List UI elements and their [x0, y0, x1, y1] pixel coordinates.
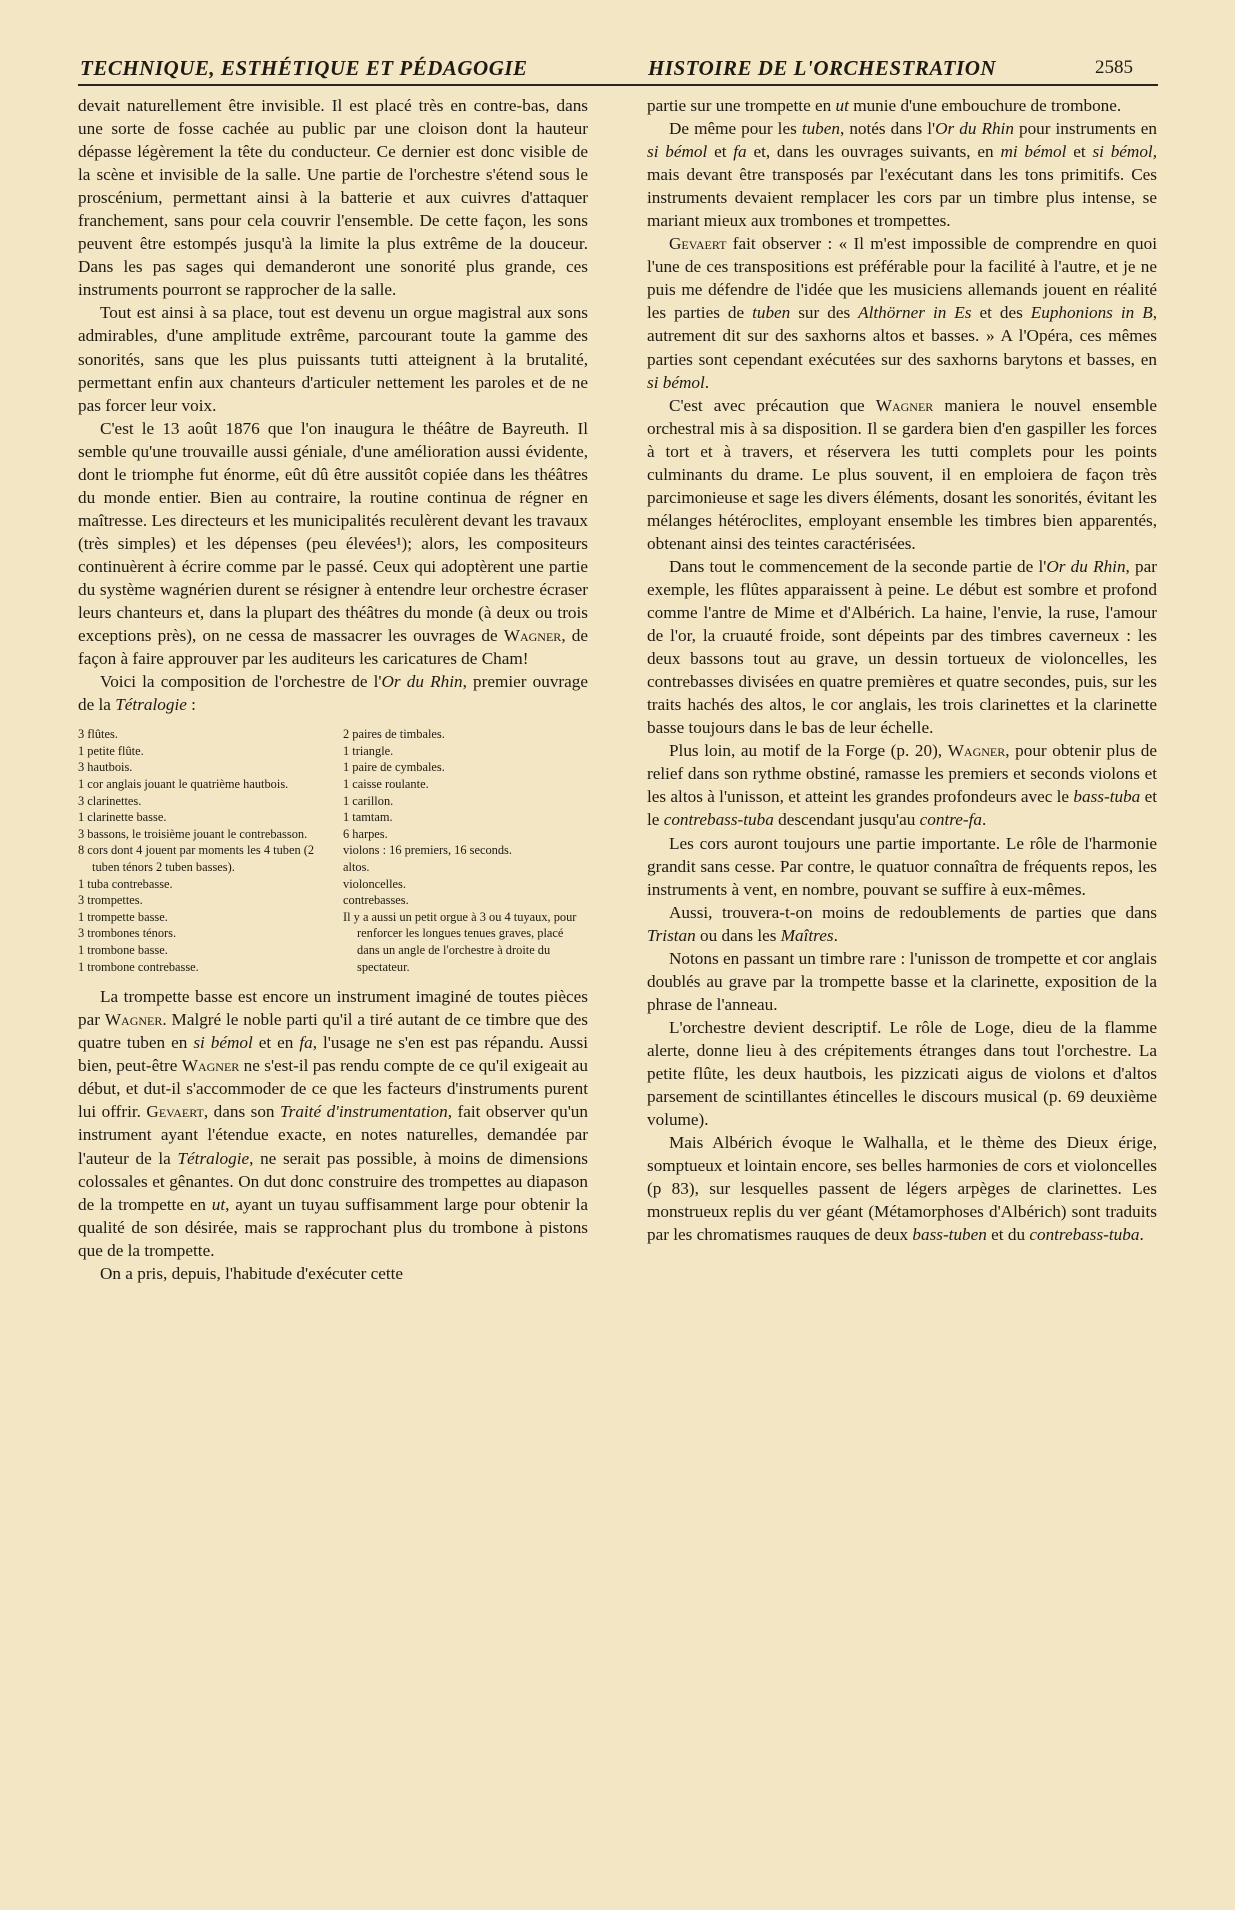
list-item: 1 tamtam.	[343, 810, 393, 825]
list-item: 1 trombone contrebasse.	[78, 959, 199, 974]
author-name: Wagner	[181, 1056, 240, 1076]
work-title: Tristan	[647, 925, 696, 945]
paragraph: Notons en passant un timbre rare : l'unisson de trompette et cor anglais doublés au grave par la trompette basse et la clarinette, exposition de la phrase de l'anneau.	[647, 948, 1157, 1014]
header-rule	[78, 84, 1158, 86]
paragraph: Tout est ainsi à sa place, tout est devenu un orgue magistral aux sons admirables, d'une amplitude extrême, parcourant toute la gamme des sonorités, sans que les plus puissants tutti atteignent à la brutalité, permettant enfin aux chanteurs d'articuler nettement les paroles et de ne pas forcer leur voix.	[78, 303, 588, 415]
author-name: Wagner	[503, 626, 562, 646]
author-name: Wagner	[104, 1010, 163, 1030]
list-item: violons : 16 premiers, 16 seconds.	[343, 843, 512, 858]
paragraph: Aussi, trouvera-t-on moins de redoublements de parties que dans Tristan ou dans les Maîtres.	[647, 902, 1157, 945]
author-name: Gevaert	[146, 1102, 204, 1122]
list-item: 8 cors dont 4 jouent par moments les 4 tuben (2 tuben ténors 2 tuben basses).	[78, 843, 315, 875]
left-column	[78, 94, 588, 1285]
orchestra-list-right	[343, 726, 588, 975]
list-item: altos.	[343, 860, 370, 875]
list-item: violoncelles.	[343, 876, 406, 891]
paragraph: Voici la composition de l'orchestre de l'Or du Rhin, premier ouvrage de la Tétralogie :	[78, 672, 588, 715]
paragraph: devait naturellement être invisible. Il est placé très en contre-bas, dans une sorte de fosse cachée au public par une cloison dont la hauteur dépasse légèrement la tête du conducteur. Ce dernier est donc visible de la scène et invisible de la salle. Une partie de l'orchestre s'étend sous le proscénium, permettant ainsi à la batterie et aux cuivres d'attaquer franchement, sans pour cela couvrir l'ensemble. De cette façon, les sons peuvent être estompés jusqu'à la limite la plus extrême de la douceur. Dans les pas sages qui demanderont une sonorité plus grande, ces instruments pourront se rapprocher de la salle.	[78, 96, 588, 300]
list-item: 3 clarinettes.	[78, 793, 142, 808]
paragraph: La trompette basse est encore un instrument imaginé de toutes pièces par Wagner. Malgré le noble parti qu'il a tiré autant de ce timbre que des quatre tuben en si bémol et en fa, l'usage ne s'en est pas répandu. Aussi bien, peut-être Wagner ne s'est-il pas rendu compte de ce qu'il exigeait au début, et dut-il s'accommoder de ce que les facteurs d'instruments purent lui offrir. Gevaert, dans son Traité d'instrumentation, fait observer qu'un instrument ayant l'étendue exacte, en notes naturelles, demandée par l'auteur de la Tétralogie, ne serait pas possible, à moins de dimensions colossales et gênantes. On dut donc construire des trompettes au diapason de la trompette en ut, ayant un tuyau suffisamment large pour obtenir la qualité de son désirée, mais se rapprochant plus du trombone à pistons que de la trompette.	[78, 987, 588, 1260]
list-item: Il y a aussi un petit orgue à 3 ou 4 tuyaux, pour renforcer les longues tenues graves, placé dans un angle de l'orchestre à droite du spectateur.	[343, 909, 577, 974]
author-name: Wagner	[875, 395, 934, 415]
list-item: 1 triangle.	[343, 743, 394, 758]
paragraph: Dans tout le commencement de la seconde partie de l'Or du Rhin, par exemple, les flûtes apparaissent à peine. Le début est sombre et profond comme l'antre de Mime et d'Albérich. La haine, l'envie, la ruse, l'amour de l'or, la cruauté froide, sont dépeints par des timbres caverneux : les deux bassons tout au grave, un dessin tortueux de violoncelles, les contrebasses divisées en quatre premières et quatre secondes, puis, sur les traits hachés des altos, le cor anglais, les trois clarinettes et la clarinette basse toujours dans le bas de leur échelle.	[647, 556, 1157, 738]
list-item: 1 caisse roulante.	[343, 777, 429, 792]
list-item: 1 cor anglais jouant le quatrième hautbois.	[78, 777, 289, 792]
list-item: 1 trompette basse.	[78, 909, 168, 924]
paragraph: C'est avec précaution que Wagner maniera le nouvel ensemble orchestral mis à sa disposition. Il se gardera bien d'en gaspiller les forces à tort et à travers, et réservera les tutti complets pour les points culminants du drame. Le plus souvent, il en emploiera de façon très parcimonieuse et sage les divers éléments, dosant les sonorités, évitant les mélanges hétéroclites, employant ensemble les timbres bien apparentés, obtenant ainsi des teintes caractérisées.	[647, 395, 1158, 553]
work-title: Or du Rhin	[935, 119, 1014, 139]
list-item: 1 paire de cymbales.	[343, 760, 445, 775]
paragraph: De même pour les tuben, notés dans l'Or du Rhin pour instruments en si bémol et fa et, dans les ouvrages suivants, en mi bémol et si bémol, mais devant être transposés par l'exécutant dans les tons primitifs. Ces instruments devaient remplacer les cors par un timbre plus intense, se mariant mieux aux trombones et trompettes.	[647, 119, 1157, 231]
paragraph: On a pris, depuis, l'habitude d'exécuter cette	[100, 1263, 404, 1283]
list-item: 3 trompettes.	[78, 893, 143, 908]
running-header-left: TECHNIQUE, ESTHÉTIQUE ET PÉDAGOGIE	[80, 56, 528, 80]
list-item: 3 bassons, le troisième jouant le contrebasson.	[78, 826, 308, 841]
list-item: 6 harpes.	[343, 826, 388, 841]
page-number: 2585	[1095, 57, 1133, 78]
work-title: Or du Rhin	[381, 672, 463, 692]
paragraph: Les cors auront toujours une partie importante. Le rôle de l'harmonie grandit sans cesse. Par contre, le quatuor connaîtra de fréquents repos, les instruments à vent, en nombre, pouvant se suffire à eux-mêmes.	[647, 833, 1157, 899]
paragraph: C'est le 13 août 1876 que l'on inaugura le théâtre de Bayreuth. Il semble qu'une trouvaille aussi géniale, d'une amélioration aussi évidente, dont le triomphe fut énorme, eût dû être aussitôt copiée dans les théâtres du monde entier. Bien au contraire, la routine continua de régner en maîtresse. Les directeurs et les municipalités reculèrent devant les travaux (très simples) et les dépenses (peu élevées¹); alors, les compositeurs continuèrent à écrire comme par le passé. Ceux qui adoptèrent une partie du système wagnérien durent se résigner à entendre leur orchestre écraser leurs chanteurs et, dans la plupart des théâtres du monde (à deux ou trois exceptions près), on ne cessa de massacrer les ouvrages de Wagner, de façon à faire approuver par les auditeurs les caricatures de Cham!	[78, 418, 588, 669]
list-item: 1 trombone basse.	[78, 942, 168, 957]
list-item: 1 tuba contrebasse.	[78, 876, 173, 891]
paragraph: Mais Albérich évoque le Walhalla, et le thème des Dieux érige, somptueux et lointain encore, ses belles harmonies de cors et violoncelles (p 83), sur lesquelles passent de légers arpèges de clarinettes. Les monstrueux replis du ver géant (Métamorphoses d'Albérich) sont traduits par les chromatismes rauques de deux bass-tuben et du contrebass-tuba.	[647, 1133, 1157, 1245]
orchestra-list-left	[78, 726, 333, 975]
list-item: 2 paires de timbales.	[343, 727, 445, 742]
paragraph: partie sur une trompette en ut munie d'une embouchure de trombone.	[647, 96, 1122, 115]
list-item: 1 petite flûte.	[78, 743, 144, 758]
running-header-right: HISTOIRE DE L'ORCHESTRATION	[648, 56, 997, 80]
list-item: 3 hautbois.	[78, 760, 133, 775]
list-item: 3 flûtes.	[78, 727, 118, 742]
work-title: Maîtres	[780, 925, 834, 945]
paragraph: L'orchestre devient descriptif. Le rôle de Loge, dieu de la flamme alerte, donne lieu à des crépitements étranges dans tout l'orchestre. La petite flûte, les deux hautbois, les pizzicati aigus de violons et d'altos parsement de scintillantes étincelles le discours musical (p. 69 deuxième volume).	[647, 1017, 1157, 1130]
list-item: contrebasses.	[343, 893, 409, 908]
list-item: 3 trombones ténors.	[78, 926, 177, 941]
list-item: 1 clarinette basse.	[78, 810, 167, 825]
work-title: Traité d'instrumentation	[280, 1102, 448, 1122]
work-title: Or du Rhin	[1046, 556, 1126, 576]
work-title: Tétralogie	[177, 1148, 250, 1168]
orchestra-list	[78, 726, 588, 975]
author-name: Wagner	[947, 741, 1006, 761]
author-name: Gevaert	[669, 234, 727, 254]
list-item: 1 carillon.	[343, 793, 394, 808]
work-title: Tétralogie	[115, 695, 187, 715]
paragraph: Plus loin, au motif de la Forge (p. 20), Wagner, pour obtenir plus de relief dans son rythme obstiné, ramasse les premiers et seconds violons et les altos à l'unisson, et atteint les grandes profondeurs avec le bass-tuba et le contrebass-tuba descendant jusqu'au contre-fa.	[647, 741, 1158, 830]
right-column	[647, 94, 1157, 1246]
paragraph: Gevaert fait observer : « Il m'est impossible de comprendre en quoi l'une de ces transpositions est préférable pour la facilité à l'autre, et je ne puis me défendre de l'idée que les musiciens allemands jouent en réalité les parties de tuben sur des Althörner in Es et des Euphonions in B, autrement dit sur des saxhorns altos et basses. » A l'Opéra, ces mêmes parties sont cependant exécutées sur des saxhorns barytons et basses, en si bémol.	[647, 234, 1157, 392]
